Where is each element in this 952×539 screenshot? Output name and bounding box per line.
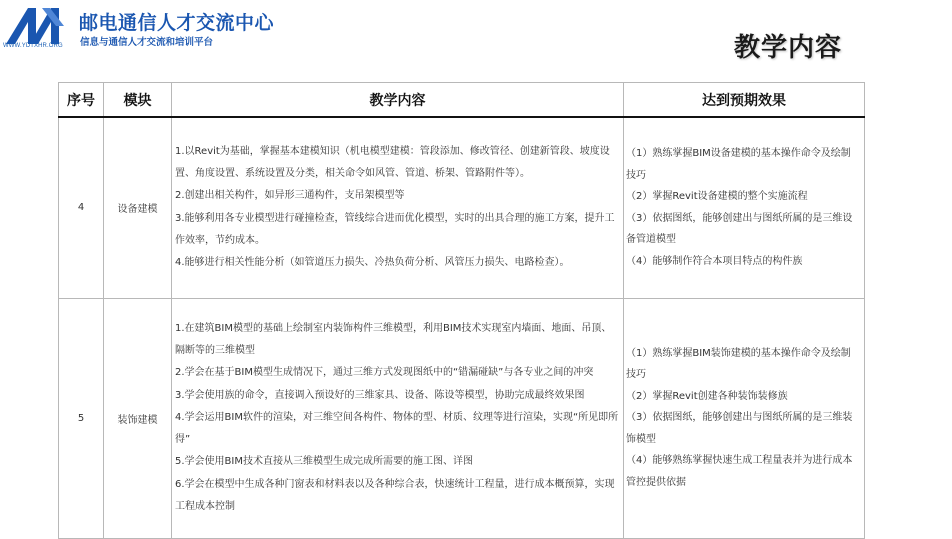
content-item: 4.学会运用BIM软件的渲染，对三维空间各构件、物体的型、材质、纹理等进行渲染，实现“所见即所得” — [175, 411, 619, 446]
logo-icon — [6, 8, 64, 44]
content-item: 4.能够进行相关性能分析（如管道压力损失、冷热负荷分析、风管压力损失、电路检查）。 — [175, 257, 570, 269]
logo-title: 邮电通信人才交流中心 — [79, 12, 275, 34]
logo-url: WWW.YDTXHR.ORG — [3, 43, 63, 49]
content-item: 6.学会在模型中生成各种门窗表和材料表以及各种综合表，快速统计工程量，进行成本概预算，实现工程成本控制 — [175, 478, 615, 513]
row-effect — [624, 298, 865, 538]
content-item: 2.创建出相关构件，如异形三通构件，支吊架模型等 — [175, 190, 405, 202]
content-item: 5.学会使用BIM技术直接从三维模型生成完成所需要的施工图、详图 — [175, 456, 473, 468]
logo-subtitle: 信息与通信人才交流和培训平台 — [80, 37, 214, 48]
header — [0, 0, 952, 78]
content-item: 3.学会使用族的命令，直接调入预设好的三维家具、设备、陈设等模型，协助完成最终效果图 — [175, 389, 585, 401]
header-content: 教学内容 — [172, 83, 624, 118]
effect-item: （1）熟练掌握BIM装饰建模的基本操作命令及绘制技巧 — [626, 347, 851, 381]
table-header-row — [59, 83, 865, 118]
teaching-content-table — [58, 82, 865, 539]
row-module: 装饰建模 — [104, 298, 172, 538]
content-item: 2.学会在基于BIM模型生成情况下，通过三维方式发现图纸中的“错漏碰缺”与各专业之间的冲突 — [175, 367, 594, 379]
table-row — [59, 117, 865, 298]
row-module: 设备建模 — [104, 117, 172, 298]
effect-item: （2）掌握Revit设备建模的整个实施流程 — [626, 191, 808, 203]
header-seq: 序号 — [59, 83, 104, 118]
effect-item: （1）熟练掌握BIM设备建模的基本操作命令及绘制技巧 — [626, 148, 851, 181]
page-title: 教学内容 — [733, 33, 842, 63]
row-content — [172, 298, 624, 538]
content-item: 3.能够利用各专业模型进行碰撞检查，管线综合进而优化模型，实时的出具合理的施工方案，提升工作效率，节约成本。 — [175, 212, 615, 247]
row-seq: 5 — [59, 298, 104, 538]
row-content — [172, 117, 624, 298]
table-row — [59, 298, 865, 538]
header-effect: 达到预期效果 — [624, 83, 865, 118]
effect-item: （4）能够制作符合本项目特点的构件族 — [626, 255, 803, 267]
row-effect — [624, 117, 865, 298]
effect-item: （4）能够熟练掌握快速生成工程量表并为进行成本管控提供依据 — [626, 455, 853, 488]
content-item: 1.以Revit为基础，掌握基本建模知识（机电模型建模：管段添加、修改管径、创建新管段、坡度设置、角度设置、系统设置及分类，相关命令如风管、管道、桥架、管路附件等）。 — [175, 145, 610, 180]
content-item: 1.在建筑BIM模型的基础上绘制室内装饰构件三维模型，利用BIM技术实现室内墙面、地面、吊顶、隔断等的三维模型 — [175, 322, 612, 356]
header-module: 模块 — [104, 83, 172, 118]
effect-item: （3）依据图纸，能够创建出与图纸所属的是三维装饰模型 — [626, 412, 853, 445]
row-seq: 4 — [59, 117, 104, 298]
effect-item: （2）掌握Revit创建各种装饰装修族 — [626, 390, 788, 402]
effect-item: （3）依据图纸，能够创建出与图纸所属的是三维设备管道模型 — [626, 212, 853, 246]
